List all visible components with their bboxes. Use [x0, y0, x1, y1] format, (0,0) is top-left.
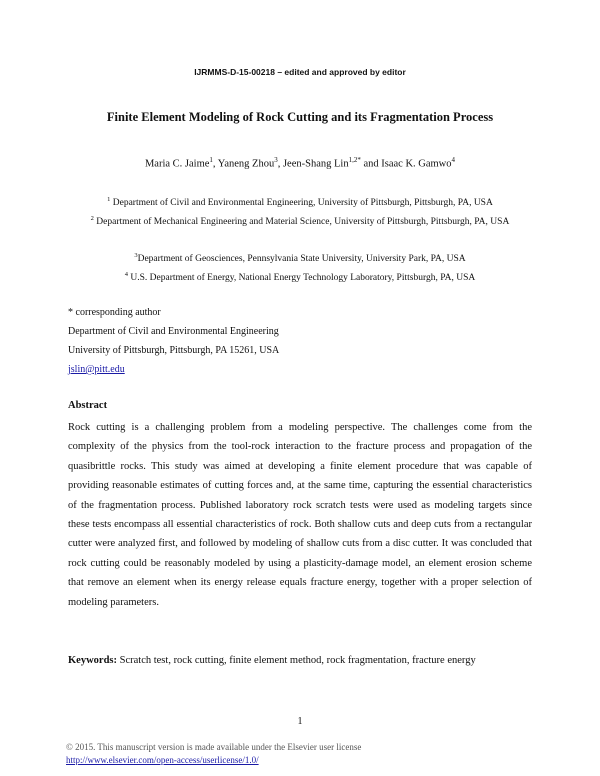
author-sup: 1 [209, 156, 213, 164]
license-footer [66, 741, 361, 767]
author-and: and [360, 158, 382, 170]
author-name: Maria C. Jaime [144, 158, 210, 170]
abstract-text: Rock cutting is a challenging problem from a modeling perspective. The challenges come from the complexity of the physics from the tool-rock interaction to the fracture process and propagation of the quasibrittle rocks. This study was aimed at developing a finite element procedure that was capable of providing reasonable estimates of cutting forces and, at the same time, capturing the essential characteristics of the fragmentation process. Published laboratory rock scratch tests were used as modeling targets since these tests encompass all essential characteristics of rock. Both shallow cuts and deep cuts from a rectangular cutter were analyzed first, and followed by modeling of shallow cuts from a disc cutter. It was concluded that rock cutting could be reasonably modeled by using a plasticity-damage model, an element erosion scheme that remove an element when its energy release equals fracture energy, together with a proper selection of modeling parameters. [68, 422, 532, 608]
abstract-heading: Abstract [68, 400, 108, 411]
keywords-label: Keywords: [68, 655, 117, 666]
license-text: © 2015. This manuscript version is made available under the Elsevier user license [66, 742, 362, 752]
affiliation-text: Department of Mechanical Engineering and Material Science, University of Pittsburgh, Pittsburgh, PA, USA [96, 217, 510, 228]
author-sup: 1,2* [348, 156, 361, 164]
keywords-text: Scratch test, rock cutting, finite element method, rock fragmentation, fracture energy [119, 655, 476, 666]
affiliation-text: Department of Civil and Environmental Engineering, University of Pittsburgh, Pittsburgh, PA, USA [112, 198, 493, 209]
author-sep: , [212, 158, 218, 170]
author-list [0, 156, 600, 170]
author-sep: , [277, 158, 283, 170]
author-name: Yaneng Zhou [217, 158, 275, 170]
affiliation-4 [0, 266, 600, 287]
affiliation-3 [0, 247, 600, 268]
affiliation-sup: 2 [90, 215, 94, 222]
affiliation-sup: 1 [107, 196, 111, 203]
license-link[interactable]: http://www.elsevier.com/open-access/userlicense/1.0/ [66, 755, 259, 765]
affiliation-1 [0, 191, 600, 212]
corresponding-label: * corresponding author [68, 307, 161, 318]
corresponding-dept: Department of Civil and Environmental Engineering [68, 326, 279, 337]
affiliation-sup: 4 [124, 271, 129, 278]
manuscript-id: IJRMMS-D-15-00218 – edited and approved by editor [194, 67, 406, 77]
author-name: Jeen-Shang Lin [282, 158, 349, 170]
affiliation-2 [68, 210, 532, 231]
affiliation-sup: 3 [134, 252, 138, 259]
author-name: Isaac K. Gamwo [381, 158, 452, 170]
author-sup: 4 [451, 156, 456, 164]
page-number: 1 [297, 716, 303, 727]
keywords-line [68, 655, 476, 666]
corresponding-email-link[interactable]: jslin@pitt.edu [68, 364, 125, 375]
affiliation-text: Department of Geosciences, Pennsylvania State University, University Park, PA, USA [137, 254, 466, 265]
affiliation-text: U.S. Department of Energy, National Energy Technology Laboratory, Pittsburgh, PA, USA [130, 273, 476, 284]
paper-title: Finite Element Modeling of Rock Cutting and its Fragmentation Process [106, 110, 494, 124]
corresponding-address: University of Pittsburgh, Pittsburgh, PA 15261, USA [68, 345, 280, 356]
author-sup: 3 [274, 156, 278, 164]
corresponding-author-block [68, 303, 279, 379]
